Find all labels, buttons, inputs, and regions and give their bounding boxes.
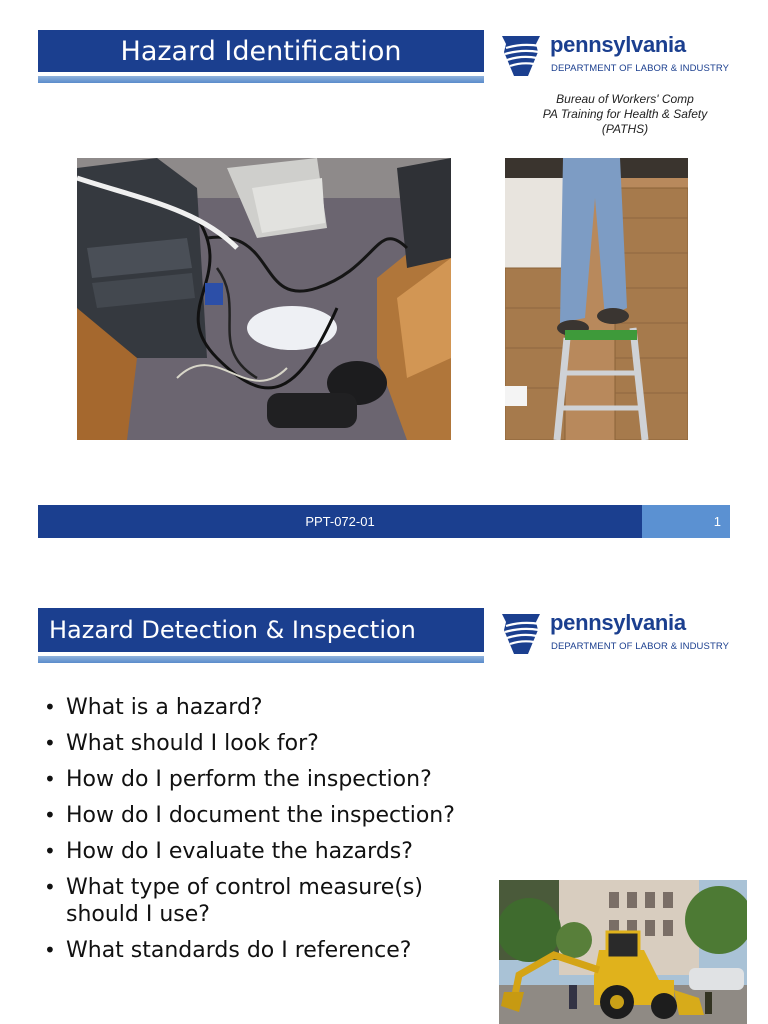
pennsylvania-logo	[498, 608, 738, 660]
slide-number: 1	[642, 505, 730, 538]
logo-department: DEPARTMENT OF LABOR & INDUSTRY	[551, 641, 730, 652]
keystone-logo-icon	[498, 32, 544, 80]
keystone-logo-icon	[498, 610, 544, 658]
logo-name: pennsylvania	[550, 610, 686, 635]
bullet-item: • How do I perform the inspection?	[44, 766, 514, 793]
bullet-list	[44, 694, 514, 973]
subtitle-line: PA Training for Health & Safety	[542, 107, 708, 121]
title-underline	[38, 76, 484, 83]
ladder-worker-photo	[505, 158, 688, 440]
bullet-item: • What standards do I reference?	[44, 937, 514, 964]
title-underline	[38, 656, 484, 663]
logo-department: DEPARTMENT OF LABOR & INDUSTRY	[551, 63, 730, 74]
subtitle	[500, 92, 750, 137]
subtitle-line: Bureau of Workers' Comp	[556, 92, 694, 106]
subtitle-line: (PATHS)	[601, 122, 649, 136]
bullet-item: • How do I evaluate the hazards?	[44, 838, 514, 865]
slide-title: Hazard Detection & Inspection	[38, 608, 484, 652]
cables-under-desk-photo	[77, 158, 451, 440]
backhoe-street-photo	[499, 880, 747, 1024]
logo-name: pennsylvania	[550, 32, 686, 57]
bullet-item: • What type of control measure(s) should I use?	[44, 874, 494, 928]
slide-title: Hazard Identification	[38, 30, 484, 72]
bullet-item: • What is a hazard?	[44, 694, 514, 721]
footer-bar	[38, 505, 730, 538]
bullet-item: • How do I document the inspection?	[44, 802, 514, 829]
slide-2	[0, 578, 768, 1024]
bullet-item: • What should I look for?	[44, 730, 514, 757]
pennsylvania-logo	[498, 30, 738, 82]
footer-code: PPT-072-01	[305, 514, 375, 529]
